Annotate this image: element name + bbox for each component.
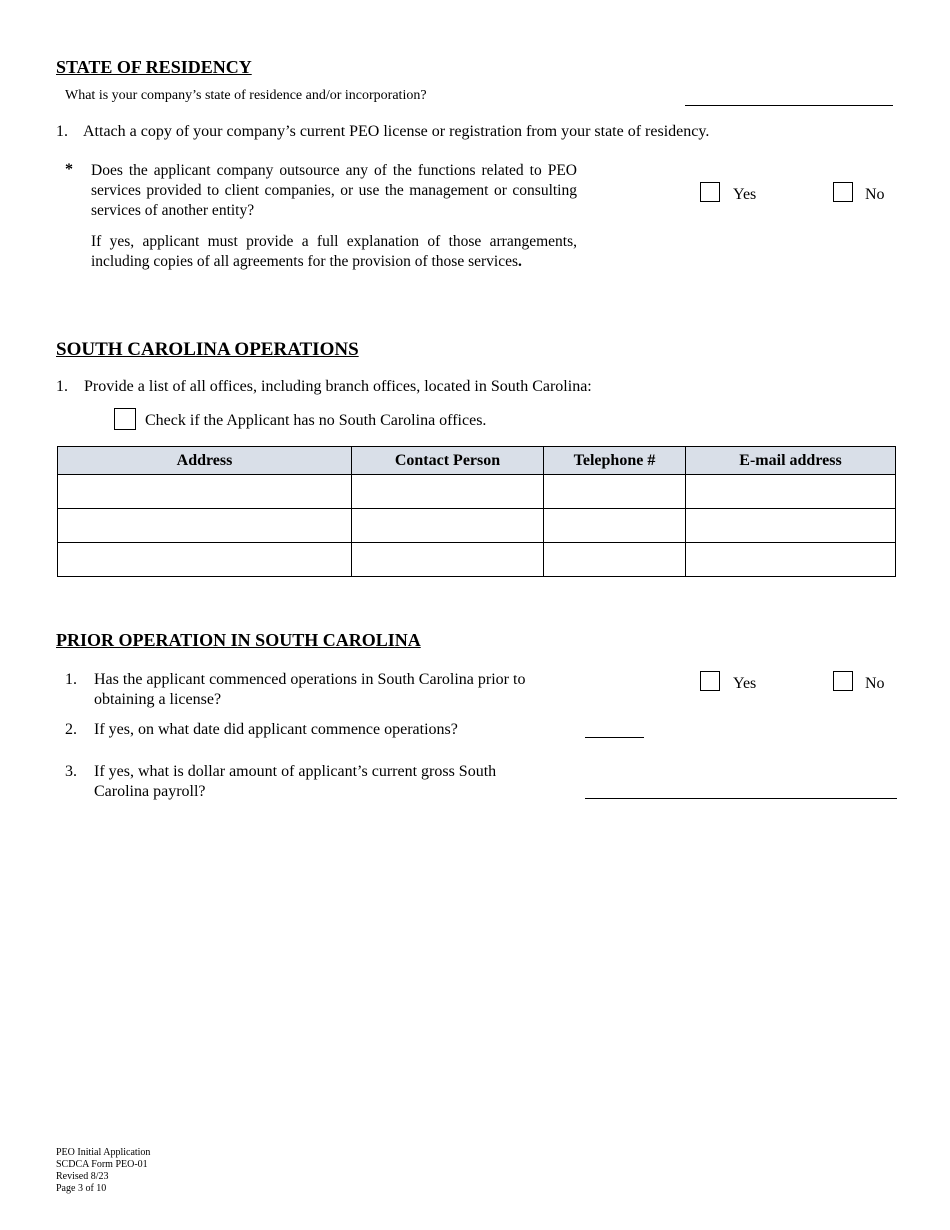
prior-ops-no-label: No <box>865 675 885 692</box>
no-sc-offices-label: Check if the Applicant has no South Carolina offices. <box>145 412 487 429</box>
outsource-explanation-text: If yes, applicant must provide a full explanation of those arrangements, including copies of all agreements for the provision of those services <box>91 233 577 270</box>
address-cell[interactable] <box>58 543 352 577</box>
footer-form-number: SCDCA Form PEO-01 <box>56 1159 148 1170</box>
table-row <box>58 475 896 509</box>
outsource-no-checkbox[interactable] <box>833 182 853 202</box>
table-header-row <box>58 447 896 475</box>
sc-operations-heading: SOUTH CAROLINA OPERATIONS <box>56 339 359 360</box>
prior-q3-text: If yes, what is dollar amount of applicant’s current gross South Carolina payroll? <box>94 763 497 800</box>
residency-item-1-number: 1. <box>56 123 68 140</box>
residence-answer-field[interactable] <box>685 105 893 106</box>
no-sc-offices-checkbox[interactable] <box>114 408 136 430</box>
prior-q2-text: If yes, on what date did applicant commence operations? <box>94 721 458 738</box>
commence-date-field[interactable] <box>585 737 644 738</box>
column-header-contact-person: Contact Person <box>352 447 544 475</box>
sc-offices-table <box>57 446 896 577</box>
telephone-cell[interactable] <box>544 543 686 577</box>
table-row <box>58 543 896 577</box>
outsource-yes-checkbox[interactable] <box>700 182 720 202</box>
prior-q3-number: 3. <box>65 763 77 780</box>
telephone-cell[interactable] <box>544 509 686 543</box>
gross-payroll-field[interactable] <box>585 798 897 799</box>
sc-operations-item-1-text: Provide a list of all offices, including branch offices, located in South Carolina: <box>84 378 592 395</box>
column-header-address: Address <box>58 447 352 475</box>
prior-ops-no-checkbox[interactable] <box>833 671 853 691</box>
outsource-question: Does the applicant company outsource any of the functions related to PEO services provided to client companies, or use the management or consulting services of another entity? <box>91 162 577 219</box>
contact-person-cell[interactable] <box>352 475 544 509</box>
sc-operations-item-1-number: 1. <box>56 378 68 395</box>
telephone-cell[interactable] <box>544 475 686 509</box>
footer-page-number: Page 3 of 10 <box>56 1183 107 1194</box>
outsource-no-label: No <box>865 186 885 203</box>
email-cell[interactable] <box>686 543 896 577</box>
prior-q1-number: 1. <box>65 671 77 688</box>
required-asterisk: * <box>65 161 73 178</box>
residence-question: What is your company’s state of residence and/or incorporation? <box>65 88 427 103</box>
footer-revision: Revised 8/23 <box>56 1171 109 1182</box>
table-row <box>58 509 896 543</box>
email-cell[interactable] <box>686 475 896 509</box>
outsource-yes-label: Yes <box>733 186 757 203</box>
state-of-residency-heading: STATE OF RESIDENCY <box>56 57 252 77</box>
address-cell[interactable] <box>58 509 352 543</box>
prior-q2-number: 2. <box>65 721 77 738</box>
residency-item-1-text: Attach a copy of your company’s current PEO license or registration from your state of residency. <box>83 123 710 140</box>
email-cell[interactable] <box>686 509 896 543</box>
outsource-explanation <box>91 232 577 272</box>
address-cell[interactable] <box>58 475 352 509</box>
footer-form-title: PEO Initial Application <box>56 1147 151 1158</box>
contact-person-cell[interactable] <box>352 543 544 577</box>
prior-operation-heading: PRIOR OPERATION IN SOUTH CAROLINA <box>56 630 421 650</box>
column-header-email: E-mail address <box>686 447 896 475</box>
outsource-explanation-period: . <box>518 253 522 270</box>
prior-ops-yes-label: Yes <box>733 675 757 692</box>
prior-q1-text: Has the applicant commenced operations in South Carolina prior to obtaining a license? <box>94 671 526 708</box>
column-header-telephone: Telephone # <box>544 447 686 475</box>
prior-ops-yes-checkbox[interactable] <box>700 671 720 691</box>
contact-person-cell[interactable] <box>352 509 544 543</box>
page-footer <box>56 1147 150 1195</box>
